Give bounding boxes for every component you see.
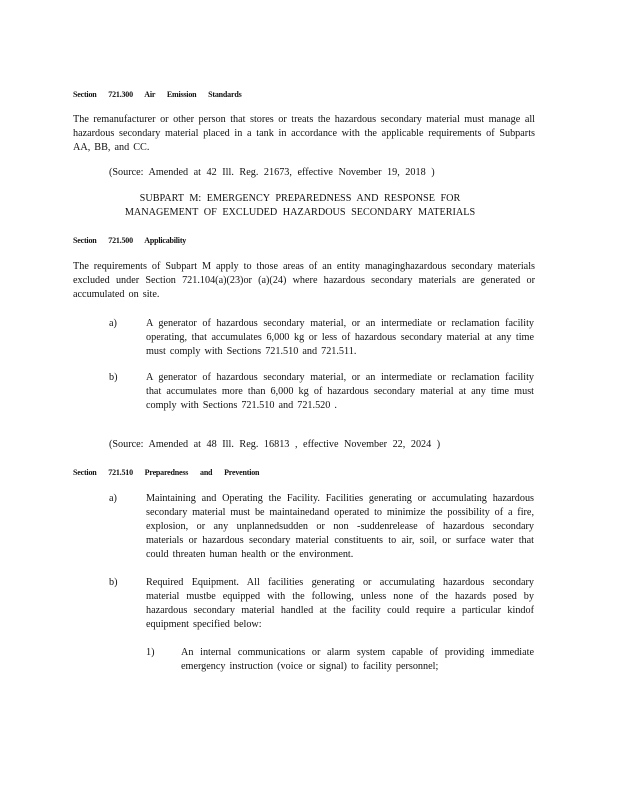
section-721-500-item-a-label: a) [109, 318, 117, 329]
section-721-500-heading: Section 721.500 Applicability [73, 236, 187, 245]
section-721-500-item-a-text: A generator of hazardous secondary material, or an intermediate or reclamation facility operating, that accumulates 6,000 kg or less of hazardous secondary material at any time must comply with Sections 721.510 and 721.511. [146, 318, 534, 357]
section-721-510-item-a-text: Maintaining and Operating the Facility. Facilities generating or accumulating hazardous secondary material must be maintainedand operated to minimize the possibility of a fire, explosion, or any unplannedsudden or non -suddenrelease of hazardous secondary materials or hazardous secondary material constituents to air, soil, or surface water that could threaten human health or the environment. [146, 493, 534, 560]
section-721-300-source-note: (Source: Amended at 42 Ill. Reg. 21673, effective November 19, 2018 ) [109, 167, 435, 178]
section-721-300-body: The remanufacturer or other person that stores or treats the hazardous secondary material must manage all hazardous secondary material placed in a tank in accordance with the applicable requirements of Subparts AA, BB, and CC. [73, 114, 535, 153]
section-721-500-item-b-label: b) [109, 372, 118, 383]
section-721-510-heading: Section 721.510 Preparedness and Prevention [73, 468, 260, 477]
section-721-510-item-b-1-text: An internal communications or alarm system capable of providing immediate emergency instruction (voice or signal) to facility personnel; [181, 647, 534, 672]
section-721-510-item-b-1-label: 1) [146, 647, 155, 658]
subpart-m-title-line-2: MANAGEMENT OF EXCLUDED HAZARDOUS SECONDARY MATERIALS [124, 207, 476, 218]
section-721-500-body: The requirements of Subpart M apply to those areas of an entity managinghazardous secondary materials excluded under Section 721.104(a)(23)or (a)(24) where hazardous secondary materials are generated or accumulated on site. [73, 261, 535, 300]
section-721-510-item-a-label: a) [109, 493, 117, 504]
section-721-500-item-b-text: A generator of hazardous secondary material, or an intermediate or reclamation facility that accumulates more than 6,000 kg of hazardous secondary material at any time must comply with Sections 721.510 and 721.520 . [146, 372, 534, 411]
section-721-500-source-note: (Source: Amended at 48 Ill. Reg. 16813 , effective November 22, 2024 ) [109, 439, 441, 450]
section-721-300-heading: Section 721.300 Air Emission Standards [73, 90, 242, 99]
subpart-m-title-line-1: SUBPART M: EMERGENCY PREPAREDNESS AND RESPONSE FOR [139, 193, 461, 204]
section-721-510-item-b-label: b) [109, 577, 118, 588]
section-721-510-item-b-text: Required Equipment. All facilities generating or accumulating hazardous secondary material mustbe equipped with the following, unless none of the hazards posed by hazardous secondary material handled at the facility could require a particular kindof equipment specified below: [146, 577, 534, 630]
